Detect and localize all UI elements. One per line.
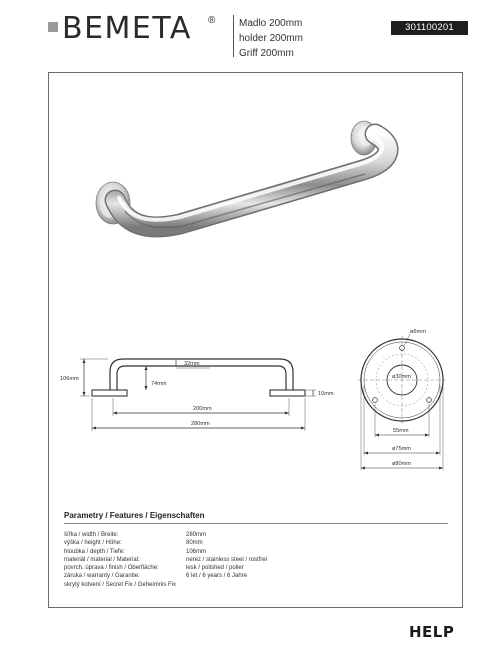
dim-center-distance: 200mm xyxy=(193,406,212,412)
param-row xyxy=(64,539,267,547)
param-row xyxy=(64,581,267,589)
param-row xyxy=(64,556,267,564)
dim-inner-length: 32mm xyxy=(184,361,200,367)
param-row xyxy=(64,564,267,572)
dim-total-length: 280mm xyxy=(191,421,210,427)
product-name-cz: Madlo 200mm xyxy=(239,18,303,29)
dim-outer-circle: ø80mm xyxy=(392,461,411,467)
dim-height-total: 106mm xyxy=(60,376,79,382)
product-name-en: holder 200mm xyxy=(239,33,303,44)
parameters-title: Parametry / Features / Eigenschaften xyxy=(64,511,205,520)
dim-screw-hole: ø6mm xyxy=(410,329,426,335)
param-label: materiál / material / Material: xyxy=(64,556,140,563)
param-value: 6 let / 6 years / 6 Jahre xyxy=(186,573,248,580)
brand-logo: BEMETA xyxy=(62,11,192,46)
param-value: nerez / stainless steel / rostfrei xyxy=(186,556,268,563)
product-code-badge: 301100201 xyxy=(391,21,468,35)
param-row xyxy=(64,531,267,539)
param-label: šířka / width / Breite: xyxy=(64,532,119,538)
param-label: výška / height / Höhe: xyxy=(64,540,122,547)
param-label: záruka / warranty / Garantie: xyxy=(64,573,140,580)
dim-base-thickness: 10mm xyxy=(318,391,334,397)
registered-mark: ® xyxy=(208,15,216,26)
param-row xyxy=(64,548,267,556)
param-label: hloubka / depth / Tiefe: xyxy=(64,548,125,555)
param-value: lesk / polished / polier xyxy=(186,565,244,572)
product-name-de: Griff 200mm xyxy=(239,48,294,59)
param-value: 80mm xyxy=(186,540,203,547)
param-row xyxy=(64,572,267,580)
param-label: skrytý kotvení / Secret Fix / Geheimnis Fix xyxy=(64,581,177,588)
param-label: povrch. úprava / finish / Oberfläche: xyxy=(64,565,159,572)
dim-mid-circle: ø75mm xyxy=(392,446,411,452)
parameters-rule xyxy=(64,523,448,524)
dim-inner-circle: ø30mm xyxy=(392,374,411,380)
parameters-table xyxy=(64,531,267,589)
param-value: 280mm xyxy=(186,532,207,538)
help-label: HELP xyxy=(409,623,455,641)
dim-inner-height: 74mm xyxy=(151,381,167,387)
param-value: 106mm xyxy=(186,548,207,555)
dim-hole-spacing: 55mm xyxy=(393,428,409,434)
